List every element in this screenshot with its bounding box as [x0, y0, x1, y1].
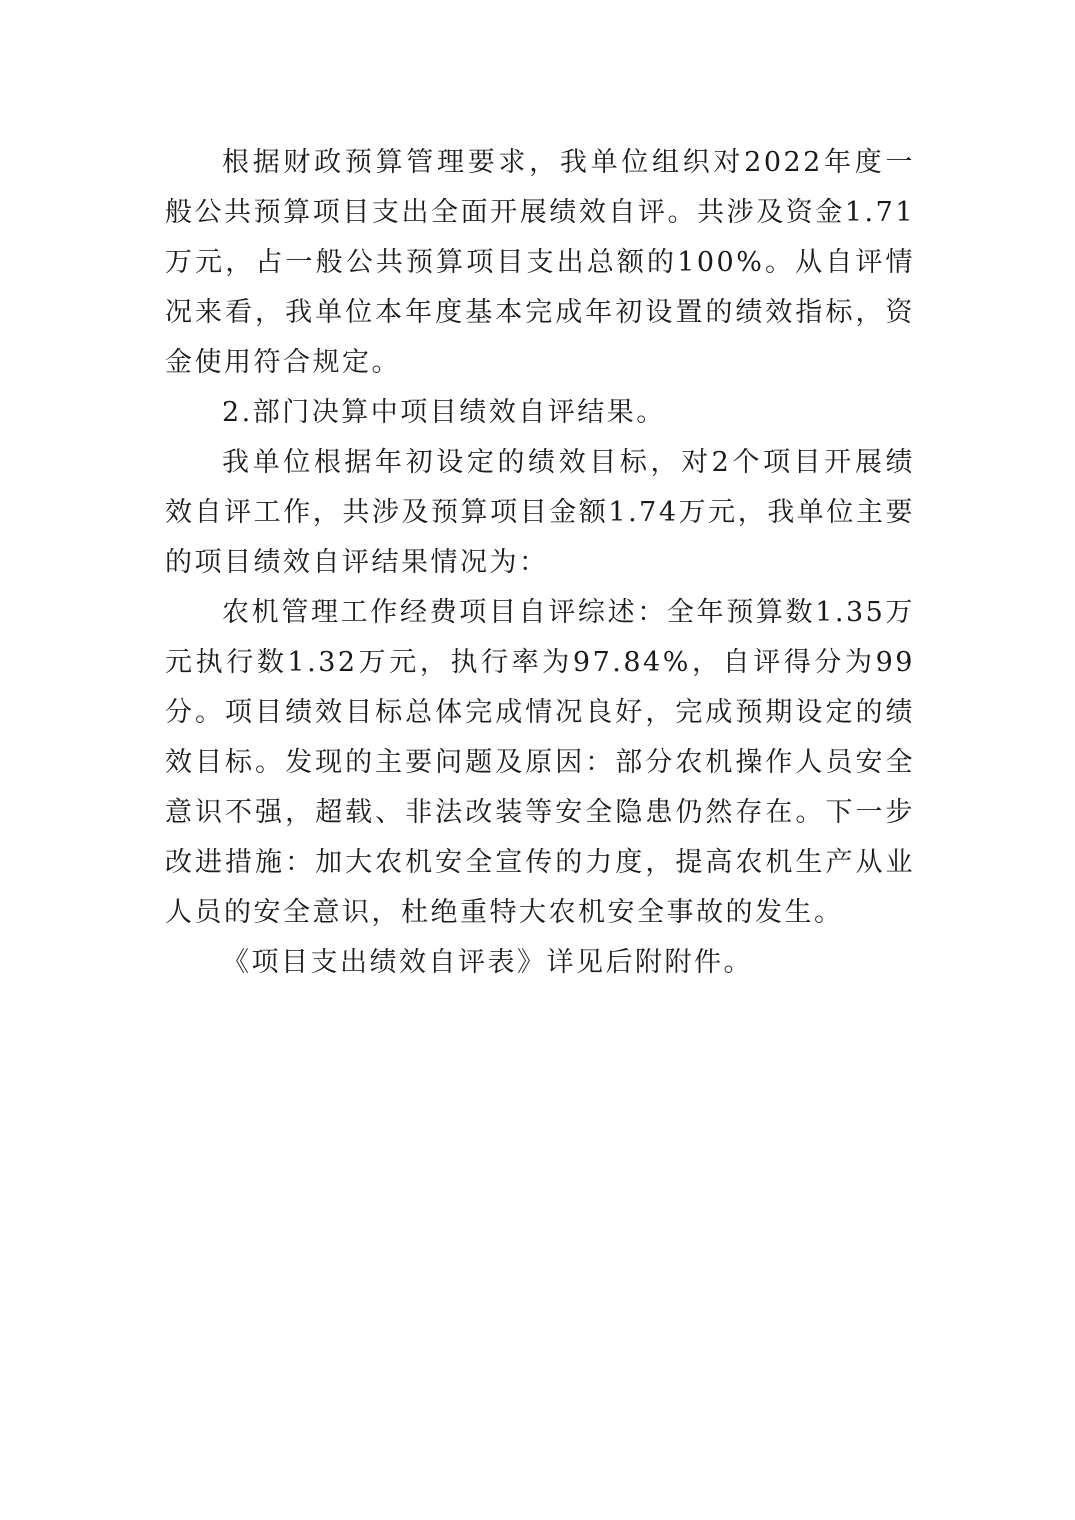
paragraph-project-evaluation-intro: 我单位根据年初设定的绩效目标，对2个项目开展绩效自评工作，共涉及预算项目金额1.74万元，我单位主要的项目绩效自评结果情况为： — [165, 447, 915, 578]
paragraph-agricultural-machinery-summary: 农机管理工作经费项目自评综述：全年预算数1.35万元执行数1.32万元，执行率为97.84%，自评得分为99分。项目绩效目标总体完成情况良好，完成预期设定的绩效目标。发现的主要问题及原因：部分农机操作人员安全意识不强，超载、非法改装等安全隐患仍然存在。下一步改进措施：加大农机安全宣传的力度，提高农机生产从业人员的安全意识，杜绝重特大农机安全事故的发生。 — [165, 597, 915, 928]
paragraph-attachment-note: 《项目支出绩效自评表》详见后附附件。 — [222, 947, 753, 978]
paragraph-self-evaluation-overview: 根据财政预算管理要求，我单位组织对2022年度一般公共预算项目支出全面开展绩效自评。共涉及资金1.71万元，占一般公共预算项目支出总额的100%。从自评情况来看，我单位本年度基本完成年初设置的绩效指标，资金使用符合规定。 — [165, 147, 915, 378]
paragraph-section-heading: 2.部门决算中项目绩效自评结果。 — [222, 397, 666, 428]
document-body — [165, 138, 915, 988]
